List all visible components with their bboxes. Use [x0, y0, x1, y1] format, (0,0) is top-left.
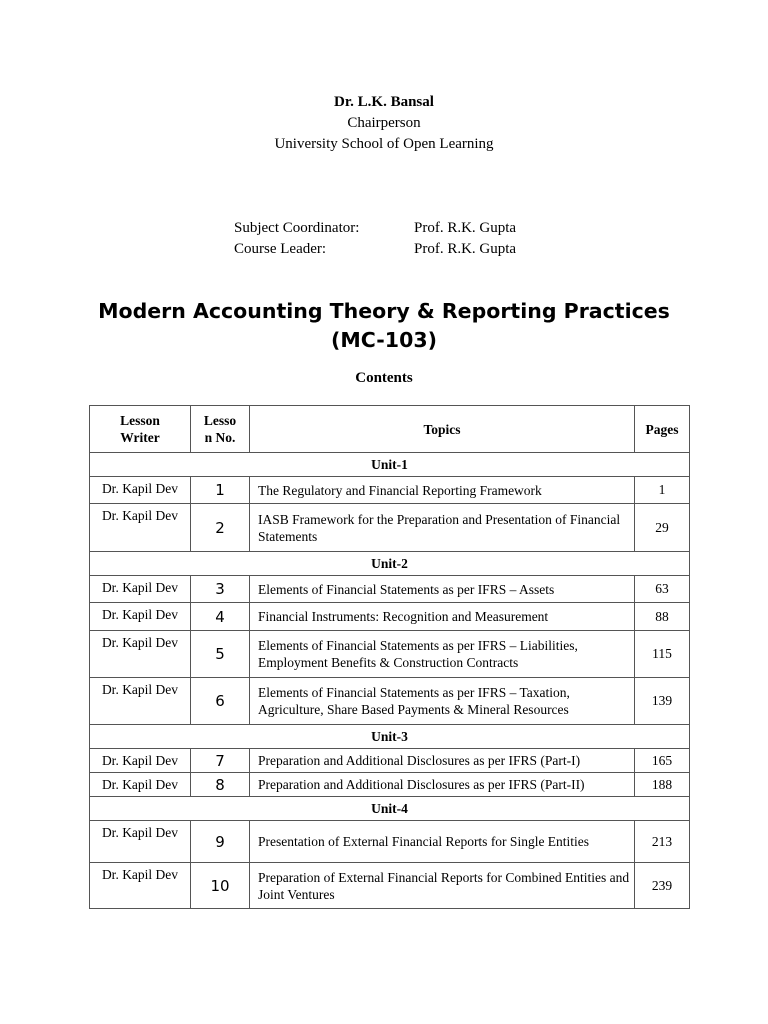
chairperson-name: Dr. L.K. Bansal [334, 94, 434, 110]
subject-coordinator [234, 220, 516, 237]
lesson-topic: Elements of Financial Statements as per IFRS – Liabilities, Employment Benefits & Construction Contracts [250, 631, 635, 678]
lesson-writer: Dr. Kapil Dev [90, 678, 191, 725]
lesson-writer: Dr. Kapil Dev [90, 863, 191, 909]
lesson-number: 5 [191, 631, 250, 678]
header-pages: Pages [635, 406, 690, 453]
table-row [90, 678, 690, 725]
lesson-topic: Financial Instruments: Recognition and Measurement [250, 603, 635, 631]
organization-name: University School of Open Learning [274, 136, 494, 152]
lesson-pages: 63 [635, 576, 690, 603]
lesson-pages: 115 [635, 631, 690, 678]
lesson-pages: 239 [635, 863, 690, 909]
header-lesson-writer: Lesson Writer [90, 406, 191, 453]
lesson-pages: 213 [635, 821, 690, 863]
lesson-topic: Elements of Financial Statements as per IFRS – Assets [250, 576, 635, 603]
unit-label: Unit-1 [90, 453, 690, 477]
course-leader-label: Course Leader: [234, 241, 327, 257]
lesson-topic: Preparation and Additional Disclosures as per IFRS (Part-I) [250, 749, 635, 773]
unit-label: Unit-3 [90, 725, 690, 749]
table-header-row [90, 406, 690, 453]
chairperson-role: Chairperson [347, 115, 421, 131]
lesson-pages: 88 [635, 603, 690, 631]
lesson-number: 3 [191, 576, 250, 603]
header-lesson-number: Lesso n No. [191, 406, 250, 453]
lesson-topic: IASB Framework for the Preparation and Presentation of Financial Statements [250, 504, 635, 552]
lesson-topic: Elements of Financial Statements as per IFRS – Taxation, Agriculture, Share Based Payments & Mineral Resources [250, 678, 635, 725]
document-title: Modern Accounting Theory & Reporting Practices [98, 299, 670, 323]
contents-heading: Contents [355, 370, 413, 386]
lesson-writer: Dr. Kapil Dev [90, 749, 191, 773]
lesson-number: 10 [191, 863, 250, 909]
table-row [90, 504, 690, 552]
lesson-number: 9 [191, 821, 250, 863]
course-leader [234, 241, 516, 258]
lesson-writer: Dr. Kapil Dev [90, 576, 191, 603]
course-leader-value: Prof. R.K. Gupta [414, 241, 517, 257]
course-code: (MC-103) [331, 328, 437, 352]
unit-label: Unit-2 [90, 552, 690, 576]
lesson-pages: 29 [635, 504, 690, 552]
lesson-number: 8 [191, 773, 250, 797]
lesson-topic: Preparation and Additional Disclosures as per IFRS (Part-II) [250, 773, 635, 797]
lesson-topic: Presentation of External Financial Reports for Single Entities [250, 821, 635, 863]
table-row [90, 749, 690, 773]
table-row [90, 773, 690, 797]
unit-row [90, 453, 690, 477]
lesson-topic: Preparation of External Financial Reports for Combined Entities and Joint Ventures [250, 863, 635, 909]
coordinator-value: Prof. R.K. Gupta [414, 220, 517, 236]
lesson-writer: Dr. Kapil Dev [90, 773, 191, 797]
lesson-number: 6 [191, 678, 250, 725]
lesson-number: 2 [191, 504, 250, 552]
lesson-pages: 1 [635, 477, 690, 504]
lesson-number: 7 [191, 749, 250, 773]
lesson-pages: 188 [635, 773, 690, 797]
contents-table [89, 405, 690, 909]
lesson-writer: Dr. Kapil Dev [90, 504, 191, 552]
table-row [90, 863, 690, 909]
coordinator-label: Subject Coordinator: [234, 220, 360, 236]
table-row [90, 631, 690, 678]
lesson-pages: 165 [635, 749, 690, 773]
lesson-writer: Dr. Kapil Dev [90, 477, 191, 504]
header-topics: Topics [250, 406, 635, 453]
table-row [90, 477, 690, 504]
lesson-writer: Dr. Kapil Dev [90, 631, 191, 678]
table-row [90, 603, 690, 631]
unit-row [90, 725, 690, 749]
unit-row [90, 797, 690, 821]
table-row [90, 821, 690, 863]
unit-row [90, 552, 690, 576]
lesson-writer: Dr. Kapil Dev [90, 821, 191, 863]
lesson-pages: 139 [635, 678, 690, 725]
lesson-number: 4 [191, 603, 250, 631]
lesson-number: 1 [191, 477, 250, 504]
lesson-writer: Dr. Kapil Dev [90, 603, 191, 631]
table-row [90, 576, 690, 603]
lesson-topic: The Regulatory and Financial Reporting Framework [250, 477, 635, 504]
unit-label: Unit-4 [90, 797, 690, 821]
